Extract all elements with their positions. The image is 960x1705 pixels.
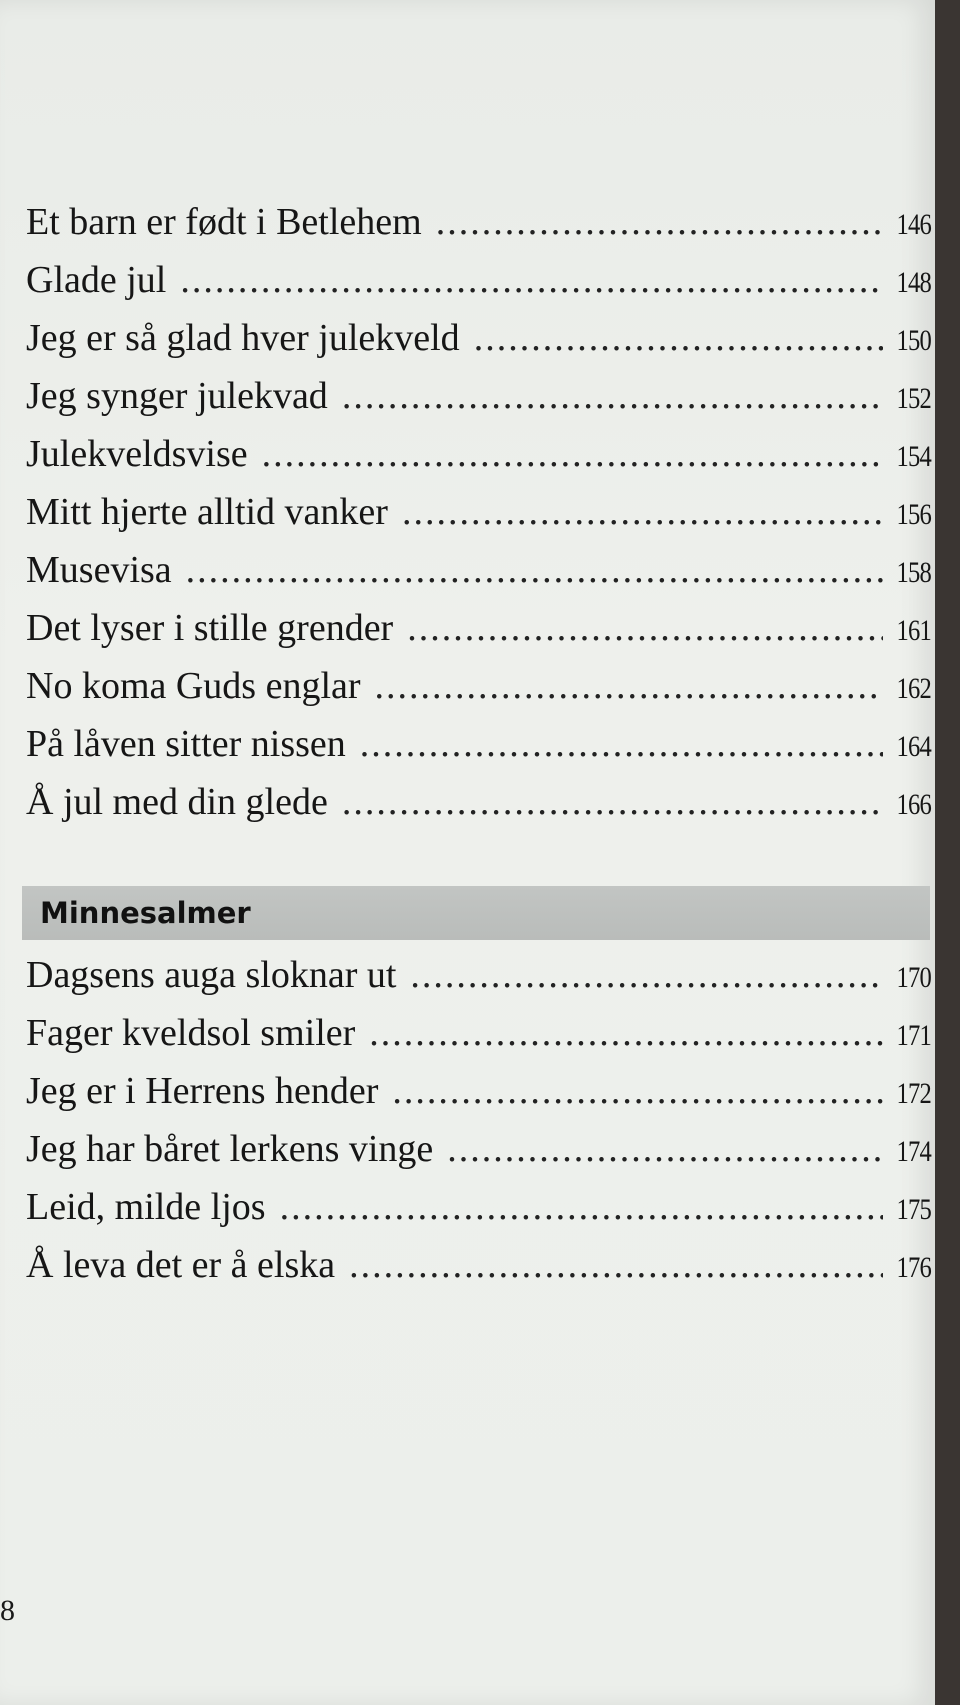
dot-leader (360, 722, 883, 766)
toc-entry-page: 156 (896, 498, 931, 531)
page-number: 8 (0, 1594, 15, 1627)
toc-entry (26, 1243, 931, 1301)
toc-entry-page: 162 (896, 672, 931, 705)
toc-entry (26, 664, 931, 722)
toc-entry-title: Glade jul (26, 259, 167, 301)
toc-entry-title: No koma Guds englar (26, 665, 361, 707)
toc-entry-title: Fager kveldsol smiler (26, 1012, 356, 1054)
dot-leader (280, 1185, 883, 1229)
toc-entry-page: 172 (896, 1077, 931, 1110)
toc-entry-title: Det lyser i stille grender (26, 607, 394, 649)
dot-leader (375, 664, 883, 708)
dot-leader (349, 1243, 883, 1287)
toc-entry-title: Å leva det er å elska (26, 1244, 336, 1286)
toc-entry (26, 953, 931, 1011)
toc-entry (26, 780, 931, 838)
toc-entry (26, 200, 931, 258)
toc-entry-page: 166 (896, 788, 931, 821)
toc-entry-title: Å jul med din glede (26, 781, 328, 823)
toc-entry-title: Jeg er så glad hver julekveld (26, 317, 460, 359)
dot-leader (180, 258, 883, 302)
toc-entry-page: 161 (896, 614, 931, 647)
dot-leader (186, 548, 883, 592)
toc-entry (26, 374, 931, 432)
toc-entry (26, 606, 931, 664)
toc-entry-page: 152 (896, 382, 931, 415)
toc-entry-page: 164 (896, 730, 931, 763)
toc-entry (26, 1069, 931, 1127)
dot-leader (342, 374, 883, 418)
toc-entry-title: Et barn er født i Betlehem (26, 201, 422, 243)
toc-entry-page: 175 (896, 1193, 931, 1226)
toc-entry (26, 432, 931, 490)
dot-leader (474, 316, 883, 360)
toc-entry-page: 158 (896, 556, 931, 589)
toc-entry-title: På låven sitter nissen (26, 723, 346, 765)
toc-entry-page: 174 (896, 1135, 931, 1168)
dot-leader (436, 200, 883, 244)
toc-entry (26, 1011, 931, 1069)
section-heading-bar (22, 886, 930, 940)
toc-entry (26, 316, 931, 374)
toc-entry (26, 1127, 931, 1185)
toc-entry-page: 176 (896, 1251, 931, 1284)
toc-entry (26, 1185, 931, 1243)
toc-entry-page: 146 (896, 208, 931, 241)
toc-entry-title: Jeg synger julekvad (26, 375, 328, 417)
toc-entry-page: 148 (896, 266, 931, 299)
toc-entry-title: Musevisa (26, 549, 172, 591)
toc-entry-title: Jeg har båret lerkens vinge (26, 1128, 434, 1170)
dot-leader (402, 490, 883, 534)
dot-leader (407, 606, 883, 650)
toc-entry-page: 150 (896, 324, 931, 357)
dot-leader (447, 1127, 883, 1171)
dot-leader (262, 432, 883, 476)
toc-entry-title: Leid, milde ljos (26, 1186, 266, 1228)
toc-entry-title: Mitt hjerte alltid vanker (26, 491, 388, 533)
toc-entry (26, 258, 931, 316)
toc-entry (26, 548, 931, 606)
dot-leader (392, 1069, 883, 1113)
dot-leader (369, 1011, 883, 1055)
dot-leader (410, 953, 883, 997)
toc-entry-title: Dagsens auga sloknar ut (26, 954, 397, 996)
toc-entry (26, 722, 931, 780)
toc-list-christmas (26, 200, 931, 838)
toc-entry-page: 170 (896, 961, 931, 994)
toc-list-memorial (26, 953, 931, 1301)
toc-entry-page: 171 (896, 1019, 931, 1052)
section-heading: Minnesalmer (40, 896, 251, 930)
toc-entry (26, 490, 931, 548)
toc-entry-page: 154 (896, 440, 931, 473)
dot-leader (342, 780, 883, 824)
toc-entry-title: Jeg er i Herrens hender (26, 1070, 379, 1112)
toc-entry-title: Julekveldsvise (26, 433, 248, 475)
